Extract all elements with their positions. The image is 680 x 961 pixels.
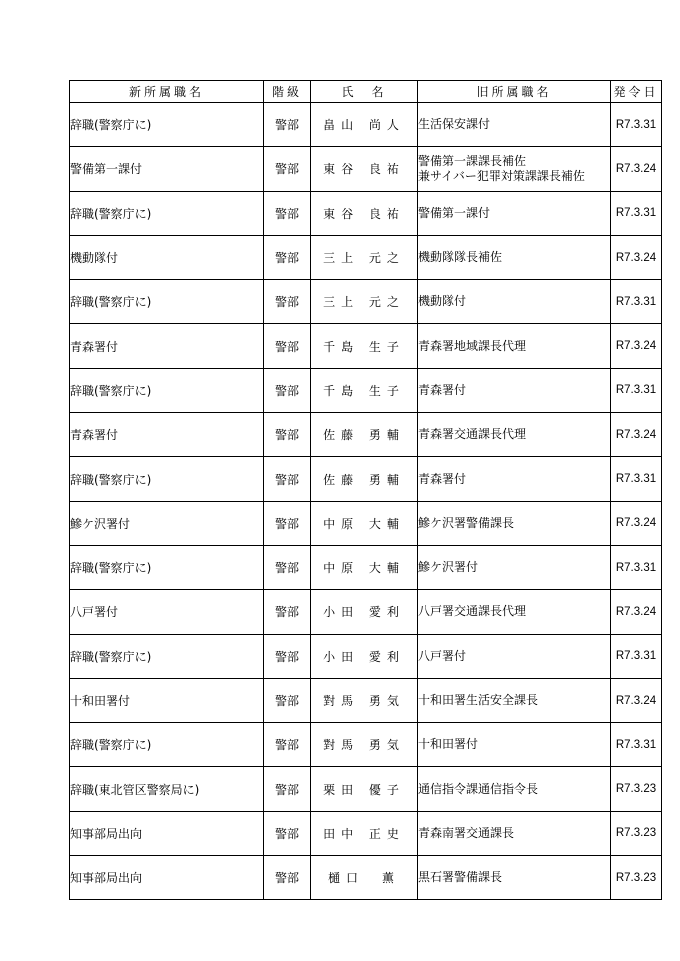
table-row bbox=[70, 767, 662, 811]
rank-cell: 警部 bbox=[264, 147, 311, 191]
rank-cell: 警部 bbox=[264, 324, 311, 368]
rank-cell: 警部 bbox=[264, 634, 311, 678]
old-post-line: 十和田署付 bbox=[418, 737, 479, 752]
date-cell: R7.3.24 bbox=[611, 590, 662, 634]
old-post-cell bbox=[418, 457, 611, 501]
header-name: 氏 名 bbox=[311, 81, 418, 103]
name-cell: 中原 大輔 bbox=[311, 545, 418, 589]
new-post-cell: 十和田署付 bbox=[70, 678, 264, 722]
date-cell: R7.3.31 bbox=[611, 457, 662, 501]
table-row bbox=[70, 368, 662, 412]
name-cell: 千島 生子 bbox=[311, 368, 418, 412]
old-post-line: 青森署付 bbox=[418, 382, 467, 397]
name-cell: 中原 大輔 bbox=[311, 501, 418, 545]
new-post-cell: 辞職(警察庁に) bbox=[70, 457, 264, 501]
name-cell: 畠山 尚人 bbox=[311, 103, 418, 147]
header-new-post: 新所属職名 bbox=[70, 81, 264, 103]
rank-cell: 警部 bbox=[264, 413, 311, 457]
date-cell: R7.3.23 bbox=[611, 811, 662, 855]
new-post-cell: 機動隊付 bbox=[70, 235, 264, 279]
old-post-line: 警備第一課付 bbox=[418, 205, 491, 220]
rank-cell: 警部 bbox=[264, 368, 311, 412]
old-post-cell bbox=[418, 413, 611, 457]
new-post-cell: 警備第一課付 bbox=[70, 147, 264, 191]
new-post-cell: 辞職(警察庁に) bbox=[70, 191, 264, 235]
date-cell: R7.3.24 bbox=[611, 678, 662, 722]
old-post-line: 兼サイバー犯罪対策課課長補佐 bbox=[418, 168, 585, 183]
date-cell: R7.3.23 bbox=[611, 767, 662, 811]
rank-cell: 警部 bbox=[264, 767, 311, 811]
old-post-line: 青森署交通課長代理 bbox=[418, 427, 527, 442]
name-cell: 佐藤 勇輔 bbox=[311, 413, 418, 457]
table-row bbox=[70, 634, 662, 678]
old-post-cell bbox=[418, 634, 611, 678]
old-post-line: 黒石署警備課長 bbox=[418, 870, 503, 885]
name-cell: 東谷 良祐 bbox=[311, 191, 418, 235]
table-row bbox=[70, 235, 662, 279]
rank-cell: 警部 bbox=[264, 545, 311, 589]
date-cell: R7.3.31 bbox=[611, 191, 662, 235]
new-post-cell: 青森署付 bbox=[70, 413, 264, 457]
old-post-cell bbox=[418, 103, 611, 147]
new-post-cell: 辞職(警察庁に) bbox=[70, 634, 264, 678]
personnel-table bbox=[69, 80, 662, 900]
old-post-line: 青森署付 bbox=[418, 471, 467, 486]
new-post-cell: 辞職(警察庁に) bbox=[70, 545, 264, 589]
old-post-cell bbox=[418, 590, 611, 634]
table-row bbox=[70, 590, 662, 634]
old-post-cell bbox=[418, 767, 611, 811]
new-post-cell: 辞職(東北管区警察局に) bbox=[70, 767, 264, 811]
new-post-cell: 鰺ケ沢署付 bbox=[70, 501, 264, 545]
table-row bbox=[70, 457, 662, 501]
date-cell: R7.3.24 bbox=[611, 324, 662, 368]
new-post-cell: 辞職(警察庁に) bbox=[70, 723, 264, 767]
new-post-cell: 知事部局出向 bbox=[70, 856, 264, 900]
date-cell: R7.3.24 bbox=[611, 147, 662, 191]
header-row bbox=[70, 81, 662, 103]
table-row bbox=[70, 678, 662, 722]
rank-cell: 警部 bbox=[264, 235, 311, 279]
name-cell: 田中 正史 bbox=[311, 811, 418, 855]
old-post-cell bbox=[418, 856, 611, 900]
date-cell: R7.3.31 bbox=[611, 545, 662, 589]
rank-cell: 警部 bbox=[264, 103, 311, 147]
new-post-cell: 八戸署付 bbox=[70, 590, 264, 634]
name-cell: 小田 愛利 bbox=[311, 590, 418, 634]
rank-cell: 警部 bbox=[264, 723, 311, 767]
old-post-cell bbox=[418, 368, 611, 412]
rank-cell: 警部 bbox=[264, 191, 311, 235]
rank-cell: 警部 bbox=[264, 811, 311, 855]
old-post-cell bbox=[418, 811, 611, 855]
old-post-line: 青森署地域課長代理 bbox=[418, 338, 527, 353]
old-post-cell bbox=[418, 723, 611, 767]
old-post-line: 生活保安課付 bbox=[418, 117, 491, 132]
table-row bbox=[70, 501, 662, 545]
date-cell: R7.3.31 bbox=[611, 634, 662, 678]
table-body bbox=[70, 103, 662, 900]
date-cell: R7.3.24 bbox=[611, 413, 662, 457]
rank-cell: 警部 bbox=[264, 590, 311, 634]
old-post-cell bbox=[418, 501, 611, 545]
old-post-line: 機動隊付 bbox=[418, 294, 467, 309]
new-post-cell: 辞職(警察庁に) bbox=[70, 368, 264, 412]
date-cell: R7.3.31 bbox=[611, 368, 662, 412]
table-row bbox=[70, 191, 662, 235]
name-cell: 樋口 薫 bbox=[311, 856, 418, 900]
table-row bbox=[70, 856, 662, 900]
date-cell: R7.3.31 bbox=[611, 280, 662, 324]
header-date: 発令日 bbox=[611, 81, 662, 103]
table-row bbox=[70, 811, 662, 855]
rank-cell: 警部 bbox=[264, 678, 311, 722]
new-post-cell: 辞職(警察庁に) bbox=[70, 103, 264, 147]
date-cell: R7.3.31 bbox=[611, 723, 662, 767]
name-cell: 東谷 良祐 bbox=[311, 147, 418, 191]
table-row bbox=[70, 545, 662, 589]
old-post-cell bbox=[418, 191, 611, 235]
header-rank: 階級 bbox=[264, 81, 311, 103]
old-post-line: 八戸署付 bbox=[418, 648, 467, 663]
new-post-cell: 知事部局出向 bbox=[70, 811, 264, 855]
old-post-line: 通信指令課通信指令長 bbox=[418, 781, 539, 796]
rank-cell: 警部 bbox=[264, 457, 311, 501]
date-cell: R7.3.31 bbox=[611, 103, 662, 147]
new-post-cell: 辞職(警察庁に) bbox=[70, 280, 264, 324]
table-row bbox=[70, 324, 662, 368]
name-cell: 小田 愛利 bbox=[311, 634, 418, 678]
table-row bbox=[70, 723, 662, 767]
table-row bbox=[70, 103, 662, 147]
name-cell: 三上 元之 bbox=[311, 235, 418, 279]
date-cell: R7.3.24 bbox=[611, 235, 662, 279]
name-cell: 佐藤 勇輔 bbox=[311, 457, 418, 501]
old-post-cell bbox=[418, 280, 611, 324]
table-row bbox=[70, 413, 662, 457]
old-post-line: 十和田署生活安全課長 bbox=[418, 693, 539, 707]
rank-cell: 警部 bbox=[264, 280, 311, 324]
old-post-line: 八戸署交通課長代理 bbox=[418, 604, 527, 619]
table-row bbox=[70, 280, 662, 324]
old-post-line: 機動隊隊長補佐 bbox=[418, 250, 503, 265]
old-post-cell bbox=[418, 545, 611, 589]
old-post-line: 青森南署交通課長 bbox=[418, 825, 515, 840]
old-post-cell bbox=[418, 235, 611, 279]
old-post-cell bbox=[418, 678, 611, 722]
name-cell: 栗田 優子 bbox=[311, 767, 418, 811]
date-cell: R7.3.23 bbox=[611, 856, 662, 900]
header-old-post: 旧所属職名 bbox=[418, 81, 611, 103]
table-row bbox=[70, 147, 662, 191]
old-post-cell bbox=[418, 147, 611, 191]
name-cell: 對馬 勇気 bbox=[311, 723, 418, 767]
name-cell: 對馬 勇気 bbox=[311, 678, 418, 722]
old-post-line: 鰺ケ沢署付 bbox=[418, 560, 479, 575]
name-cell: 三上 元之 bbox=[311, 280, 418, 324]
rank-cell: 警部 bbox=[264, 501, 311, 545]
name-cell: 千島 生子 bbox=[311, 324, 418, 368]
date-cell: R7.3.24 bbox=[611, 501, 662, 545]
new-post-cell: 青森署付 bbox=[70, 324, 264, 368]
old-post-line: 警備第一課課長補佐 bbox=[418, 153, 527, 168]
old-post-line: 鰺ケ沢署警備課長 bbox=[418, 515, 515, 530]
rank-cell: 警部 bbox=[264, 856, 311, 900]
old-post-cell bbox=[418, 324, 611, 368]
